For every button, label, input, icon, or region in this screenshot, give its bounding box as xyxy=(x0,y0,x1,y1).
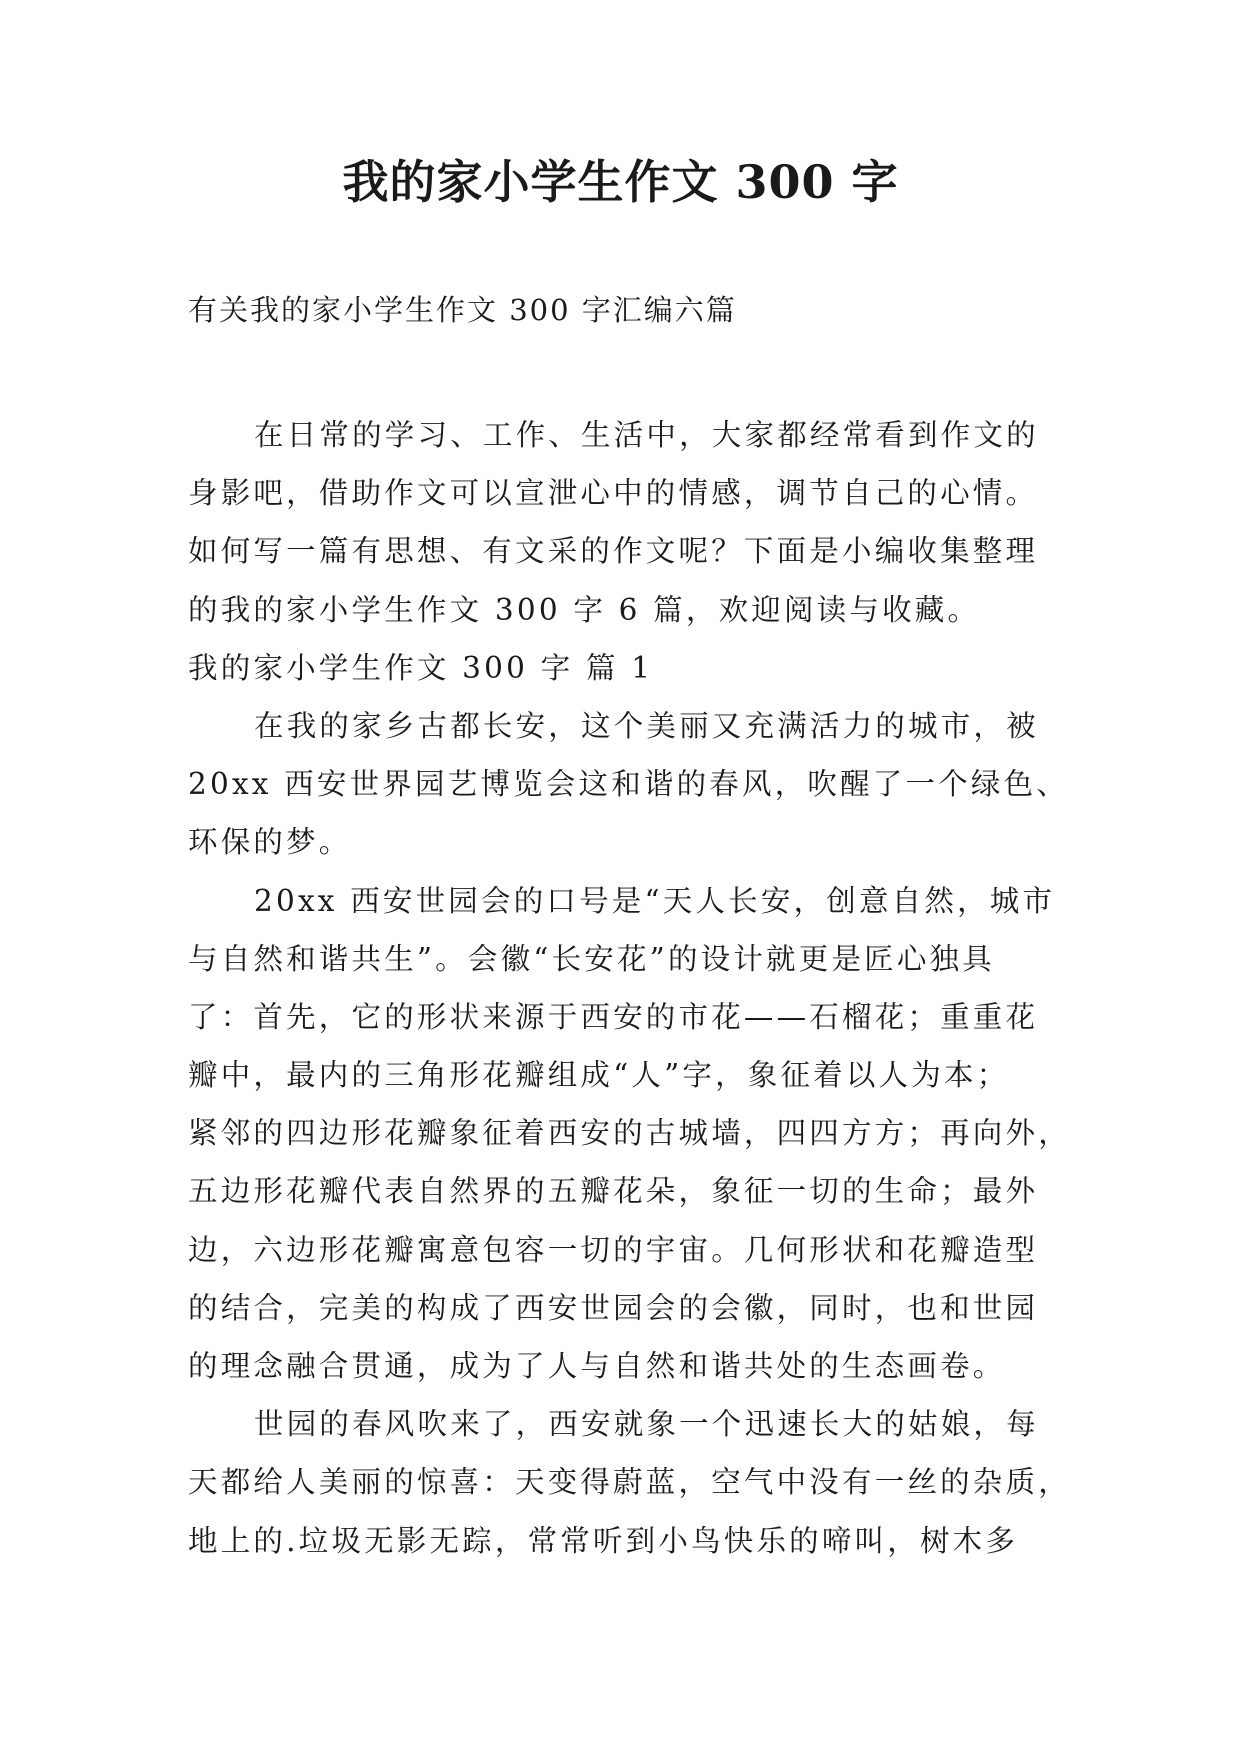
paragraph-line: 地上的.垃圾无影无踪，常常听到小鸟快乐的啼叫，树木多 xyxy=(188,1523,1019,1558)
paragraph-line: 的结合，完美的构成了西安世园会的会徽，同时，也和世园 xyxy=(188,1290,1039,1325)
paragraph-line: 的理念融合贯通，成为了人与自然和谐共处的生态画卷。 xyxy=(188,1349,1006,1383)
paragraph-line: 身影吧，借助作文可以宣泄心中的情感，调节自己的心情。 xyxy=(188,476,1039,511)
paragraph-line: 紧邻的四边形花瓣象征着西安的古城墙，四四方方；再向外， xyxy=(188,1116,1071,1151)
paragraph-line: 的我的家小学生作文 300 字 6 篇，欢迎阅读与收藏。 xyxy=(188,592,981,627)
paragraph-line: 与自然和谐共生”。会徽“长安花”的设计就更是匠心独具 xyxy=(188,941,995,976)
paragraph-line: 天都给人美丽的惊喜：天变得蔚蓝，空气中没有一丝的杂质， xyxy=(188,1465,1071,1500)
section-heading: 我的家小学生作文 300 字 篇 1 xyxy=(188,650,654,685)
paragraph-line: 20xx 西安世园会的口号是“天人长安，创意自然，城市 xyxy=(254,883,1056,918)
paragraph-line: 在我的家乡古都长安，这个美丽又充满活力的城市，被 xyxy=(254,708,1039,743)
document-subtitle: 有关我的家小学生作文 300 字汇编六篇 xyxy=(188,293,737,327)
paragraph-line: 环保的梦。 xyxy=(188,825,352,860)
paragraph-line: 在日常的学习、工作、生活中，大家都经常看到作文的 xyxy=(254,418,1039,452)
paragraph-line: 了：首先，它的形状来源于西安的市花——石榴花；重重花 xyxy=(188,999,1039,1034)
paragraph-line: 如何写一篇有思想、有文采的作文呢？下面是小编收集整理 xyxy=(188,534,1039,569)
document-title: 我的家小学生作文 300 字 xyxy=(342,155,899,209)
paragraph-line: 20xx 西安世界园艺博览会这和谐的春风，吹醒了一个绿色、 xyxy=(188,767,1069,802)
paragraph-line: 边，六边形花瓣寓意包容一切的宇宙。几何形状和花瓣造型 xyxy=(188,1232,1039,1267)
document-body xyxy=(188,406,1071,1570)
paragraph-line: 瓣中，最内的三角形花瓣组成“人”字，象征着以人为本； xyxy=(188,1058,1010,1093)
paragraph-line: 五边形花瓣代表自然界的五瓣花朵，象征一切的生命；最外 xyxy=(188,1174,1039,1209)
paragraph-line: 世园的春风吹来了，西安就象一个迅速长大的姑娘，每 xyxy=(254,1407,1039,1442)
